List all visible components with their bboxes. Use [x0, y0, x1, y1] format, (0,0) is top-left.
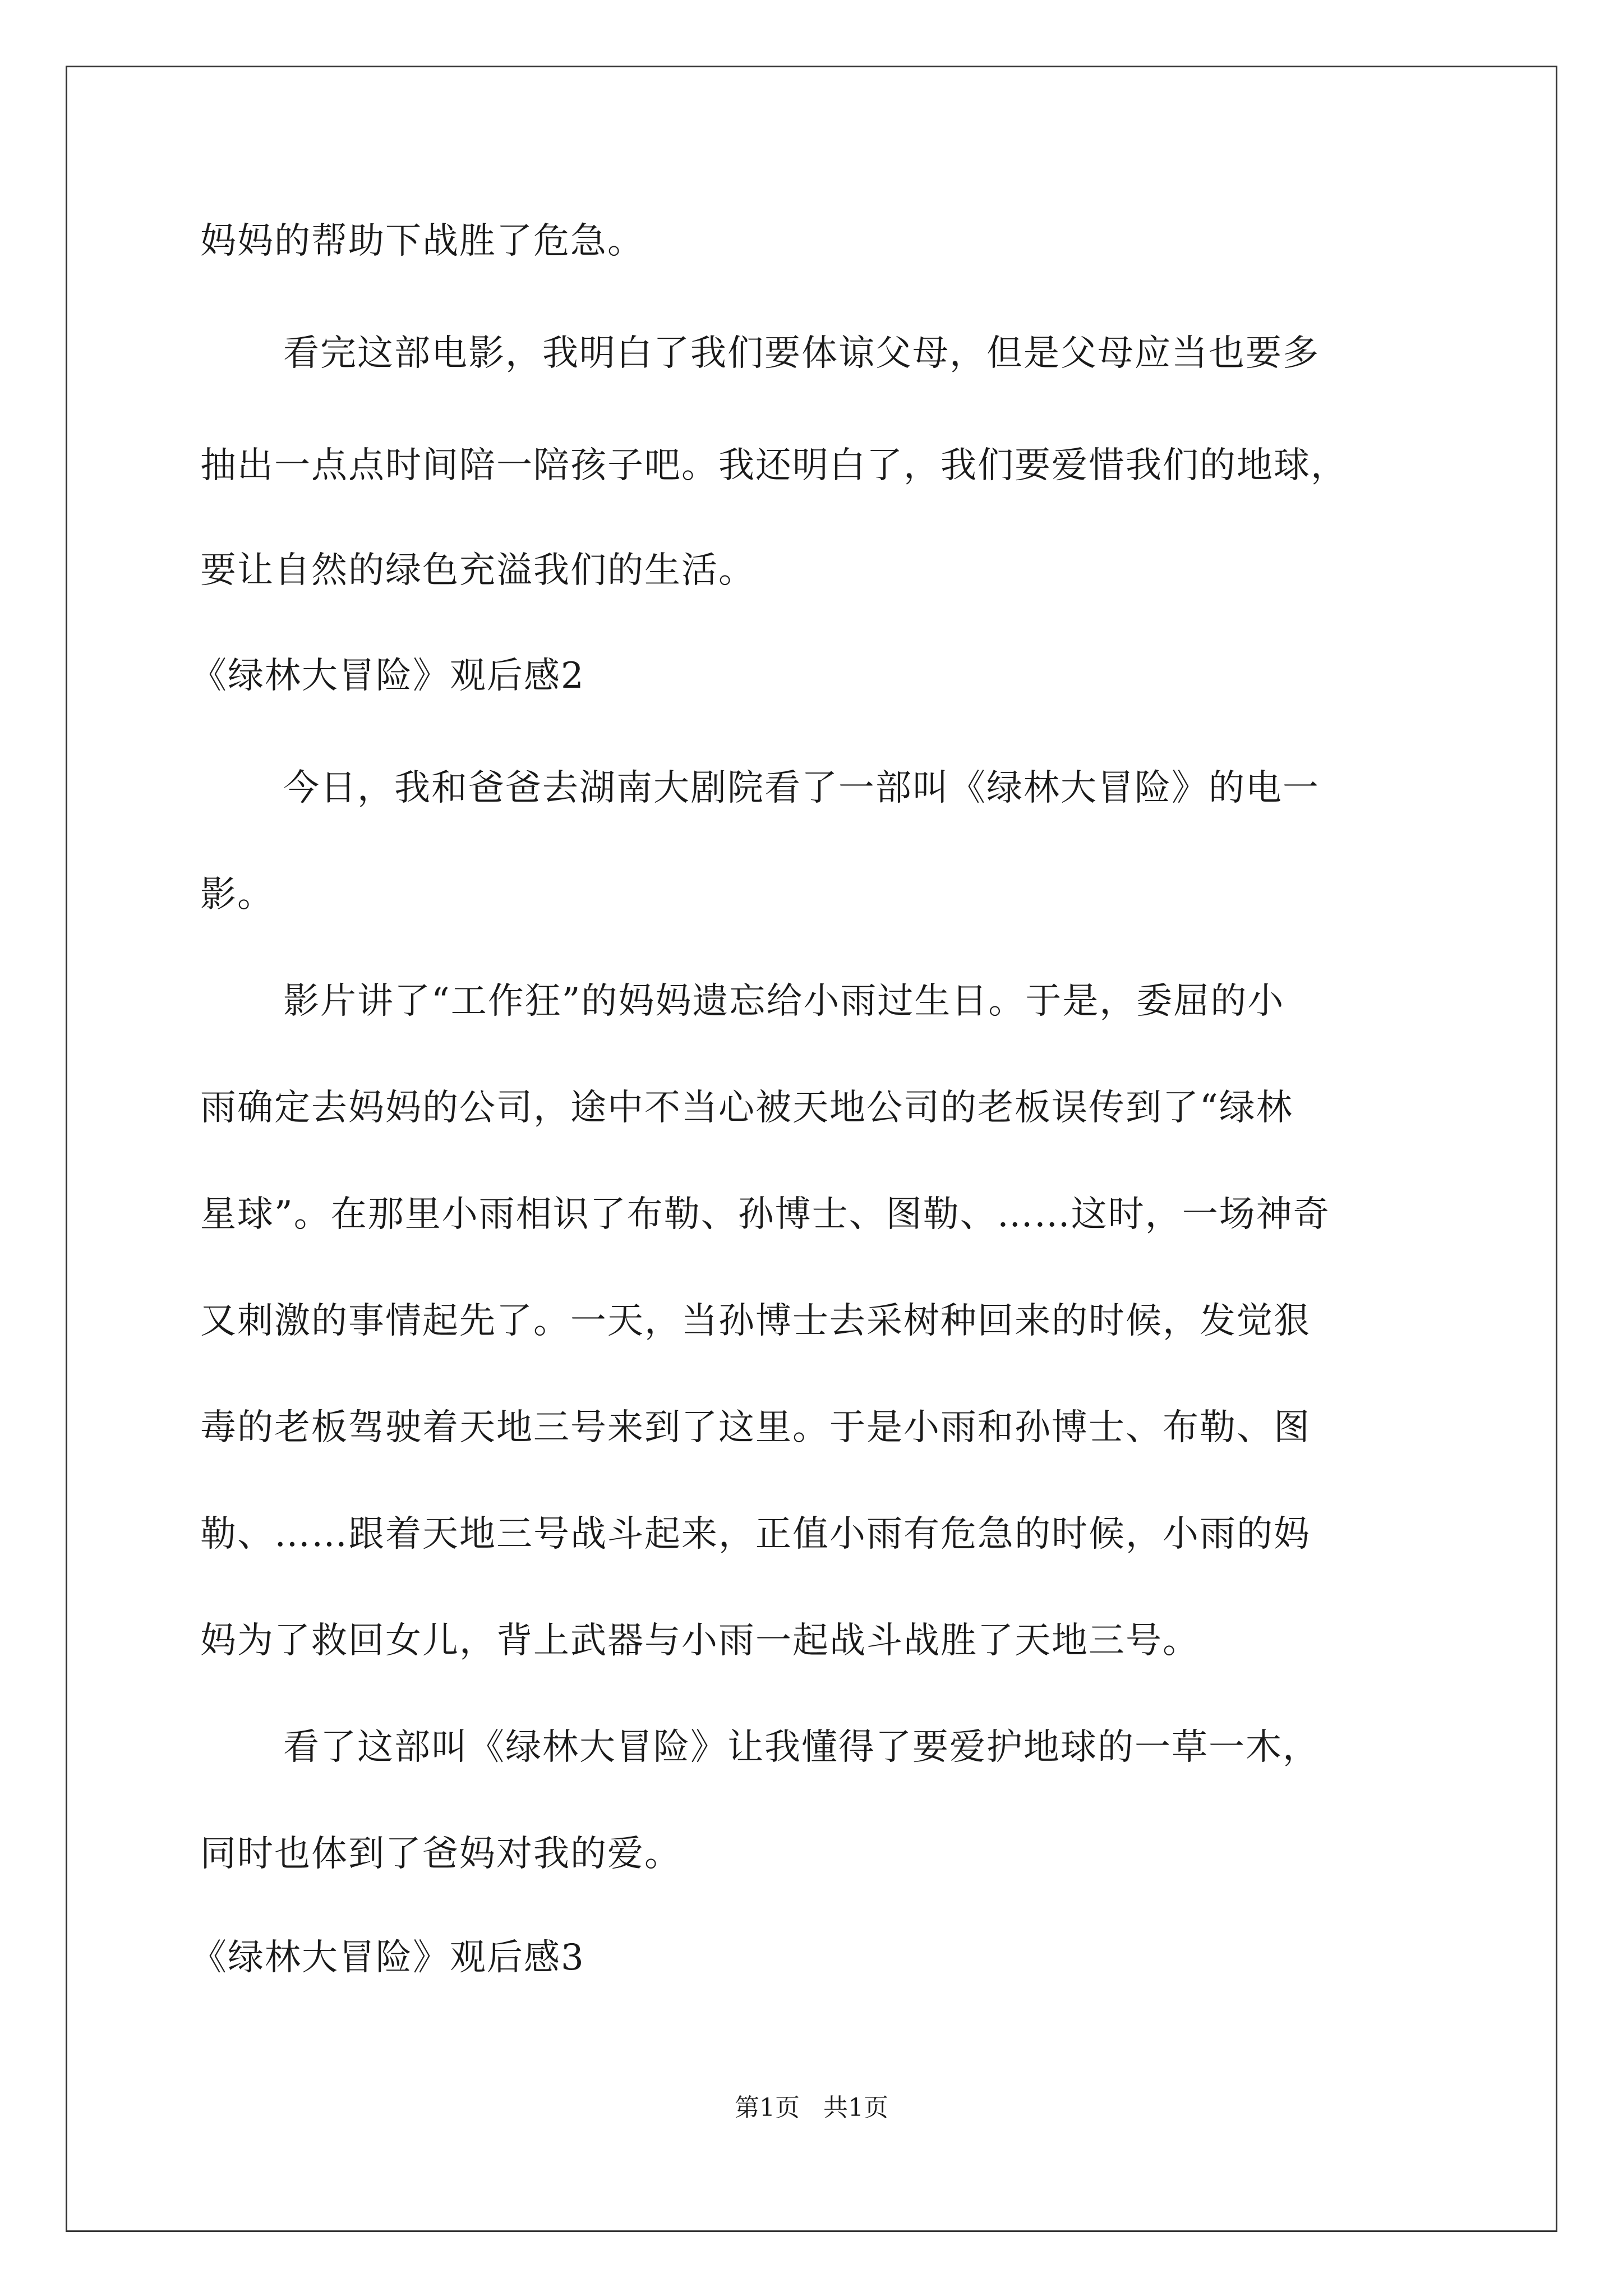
section-heading: 《绿林大冒险》观后感2 — [191, 655, 585, 697]
text-line: 毒的老板驾驶着天地三号来到了这里。于是小雨和孙博士、布勒、图 — [200, 1407, 1311, 1448]
page-number-footer: 第1页 共1页 — [735, 2093, 888, 2122]
text-line: 勒、……跟着天地三号战斗起来，正值小雨有危急的时候，小雨的妈 — [200, 1513, 1311, 1555]
paragraph-first-line: 看完这部电影，我明白了我们要体谅父母，但是父母应当也要多 — [283, 333, 1320, 374]
section-heading: 《绿林大冒险》观后感3 — [191, 1937, 585, 1978]
text-line: 影。 — [200, 874, 274, 915]
paragraph-first-line: 影片讲了“工作狂”的妈妈遗忘给小雨过生日。于是，委屈的小 — [283, 981, 1285, 1022]
text-line: 抽出一点点时间陪一陪孩子吧。我还明白了，我们要爱惜我们的地球， — [200, 445, 1348, 486]
text-line: 妈为了救回女儿，背上武器与小雨一起战斗战胜了天地三号。 — [200, 1620, 1200, 1662]
paragraph-first-line: 看了这部叫《绿林大冒险》让我懂得了要爱护地球的一草一木， — [283, 1727, 1320, 1768]
text-line: 雨确定去妈妈的公司，途中不当心被天地公司的老板误传到了“绿林 — [200, 1087, 1293, 1129]
text-line: 要让自然的绿色充溢我们的生活。 — [200, 550, 755, 591]
text-line: 妈妈的帮助下战胜了危急。 — [200, 220, 644, 262]
text-line: 星球”。在那里小雨相识了布勒、孙博士、图勒、……这时，一场神奇 — [200, 1194, 1330, 1235]
text-line: 同时也体到了爸妈对我的爱。 — [200, 1833, 681, 1875]
text-line: 又刺激的事情起先了。一天，当孙博士去采树种回来的时候，发觉狠 — [200, 1300, 1311, 1342]
page-border — [66, 66, 1557, 2232]
paragraph-first-line: 今日，我和爸爸去湖南大剧院看了一部叫《绿林大冒险》的电一 — [283, 767, 1320, 809]
